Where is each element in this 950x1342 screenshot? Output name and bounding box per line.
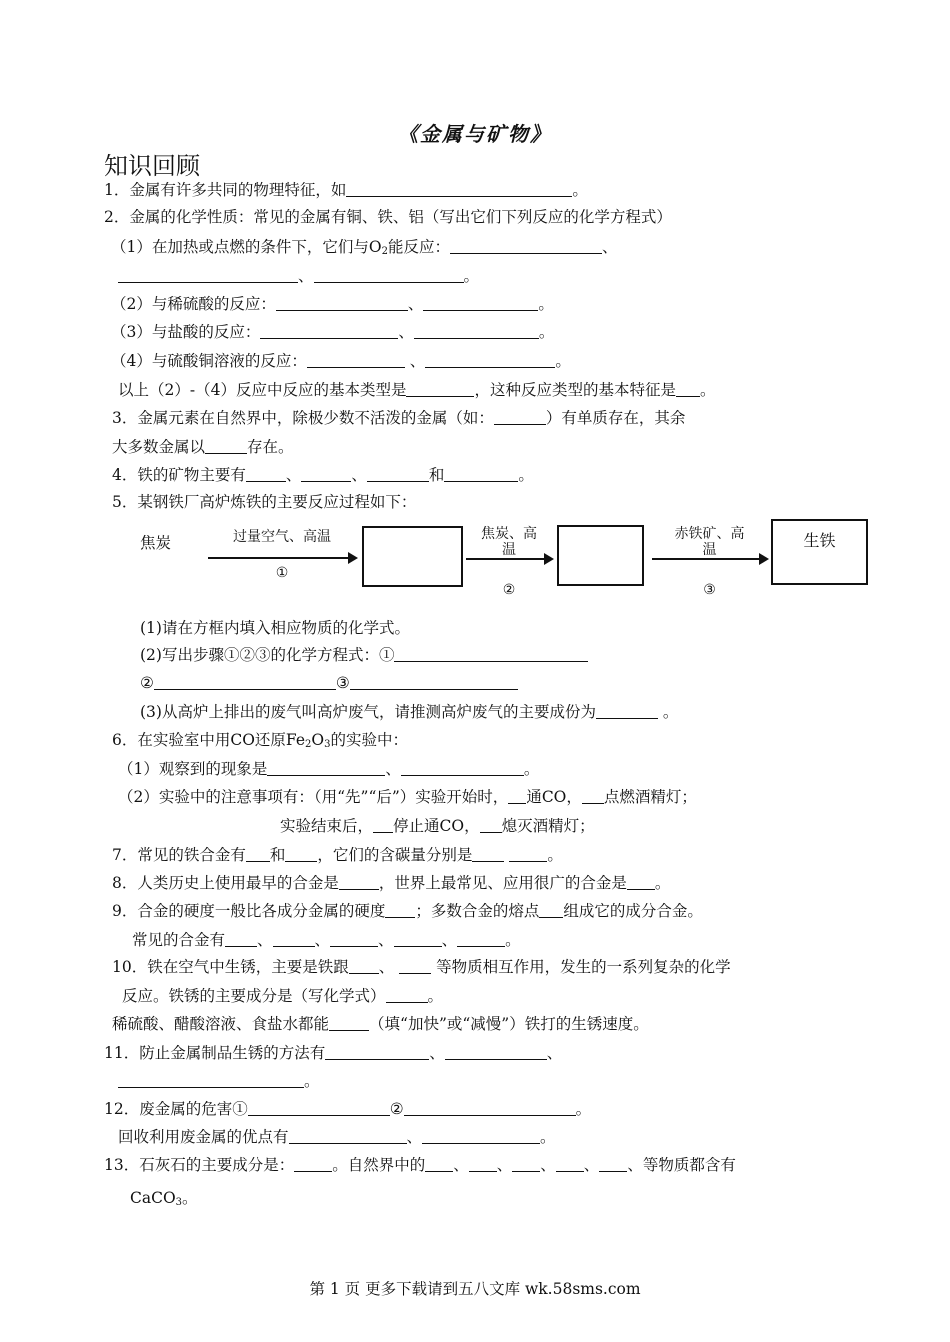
question-10: 10．铁在空气中生锈，主要是铁跟 、 等物质相互作用，发生的一系列复杂的化学 — [112, 958, 731, 976]
arrow-1 — [208, 557, 356, 559]
question-2-1: （1）在加热或点燃的条件下，它们与$O_2$能反应： 、 — [111, 238, 618, 257]
question-6-1: （1）观察到的现象是 、 。 — [118, 760, 540, 778]
question-4: 4．铁的矿物主要有 、 、 和 。 — [112, 466, 534, 484]
arrow-2-label: 焦炭、高 温 — [481, 526, 537, 558]
question-12: 12．废金属的危害① ② 。 — [104, 1100, 592, 1118]
arrow-3-label: 赤铁矿、高 温 — [674, 526, 745, 558]
question-13: 13．石灰石的主要成分是： 。自然界中的 、 、 、 、 、等物质都含有 — [104, 1156, 736, 1174]
arrow-2-step: ② — [502, 582, 516, 598]
question-2: 2．金属的化学性质：常见的金属有铜、铁、铝（写出它们下列反应的化学方程式） — [104, 208, 672, 226]
answer-box-2[interactable] — [557, 525, 644, 586]
arrow-3-step: ③ — [703, 582, 716, 598]
document-title: 《金属与矿物》 — [398, 122, 552, 146]
question-6-2: （2）实验中的注意事项有：（用“先”“后”）实验开始时， 通CO， 点燃酒精灯； — [118, 788, 697, 806]
question-6-2-cont: 实验结束后， 停止通CO， 熄灭酒精灯； — [280, 817, 595, 835]
question-8: 8．人类历史上使用最早的合金是 ，世界上最常见、应用很广的合金是 。 — [112, 874, 671, 892]
arrow-1-step: ① — [275, 565, 289, 581]
arrow-2 — [466, 558, 552, 560]
question-7: 7．常见的铁合金有 和 ，它们的含碳量分别是 。 — [112, 846, 563, 864]
question-5: 5．某钢铁厂高炉炼铁的主要反应过程如下： — [112, 493, 417, 511]
question-3: 3．金属元素在自然界中，除极少数不活泼的金属（如： ）有单质存在，其余 — [112, 409, 686, 427]
question-9-cont: 常见的合金有 、 、 、 、 。 — [132, 931, 521, 949]
arrow-1-label: 过量空气、高温 — [233, 529, 331, 545]
question-2-1-cont: 、 。 — [118, 266, 479, 286]
question-13-cont: CaCO$_3$。 — [130, 1189, 198, 1208]
question-12-cont: 回收利用废金属的优点有 、 。 — [118, 1128, 556, 1146]
question-10-cont-2: 稀硫酸、醋酸溶液、食盐水都能 （填“加快”或“减慢”）铁打的生锈速度。 — [112, 1015, 649, 1033]
diagram-start-label: 焦炭 — [140, 534, 172, 552]
arrow-3 — [652, 558, 767, 560]
question-11: 11．防止金属制品生锈的方法有 、 、 — [104, 1044, 563, 1062]
question-2-2: （2）与稀硫酸的反应： 、 。 — [111, 295, 554, 313]
question-6: 6．在实验室中用CO还原$Fe_2O_3$的实验中： — [112, 731, 408, 750]
question-3-cont: 大多数金属以 存在。 — [112, 438, 294, 456]
question-9: 9．合金的硬度一般比各成分金属的硬度 ；多数合金的熔点 组成它的成分合金。 — [112, 902, 703, 920]
section-heading: 知识回顾 — [104, 152, 200, 180]
pig-iron-label: 生铁 — [803, 531, 836, 550]
question-10-cont: 反应。铁锈的主要成分是（写化学式） 。 — [122, 987, 444, 1005]
question-1: 1．金属有许多共同的物理特征，如 。 — [104, 181, 588, 199]
question-5-1: (1)请在方框内填入相应物质的化学式。 — [140, 619, 410, 637]
page-footer: 第 1 页 更多下载请到五八文库 wk.58sms.com — [309, 1280, 641, 1298]
question-5-2-cont: ② ③ — [140, 673, 518, 693]
pig-iron-box — [771, 519, 868, 585]
question-11-cont: 。 — [118, 1071, 320, 1091]
question-2-4: （4）与硫酸铜溶液的反应： 、 。 — [111, 352, 571, 370]
question-2-summary: 以上（2）-（4）反应中反应的基本类型是 ，这种反应类型的基本特征是 。 — [118, 381, 716, 399]
blast-furnace-diagram — [0, 510, 950, 610]
question-2-3: （3）与盐酸的反应： 、 。 — [111, 323, 555, 341]
question-5-3: (3)从高炉上排出的废气叫高炉废气，请推测高炉废气的主要成份为 。 — [140, 703, 679, 721]
answer-box-1[interactable] — [362, 526, 463, 587]
question-5-2: (2)写出步骤①②③的化学方程式：① — [140, 645, 588, 665]
